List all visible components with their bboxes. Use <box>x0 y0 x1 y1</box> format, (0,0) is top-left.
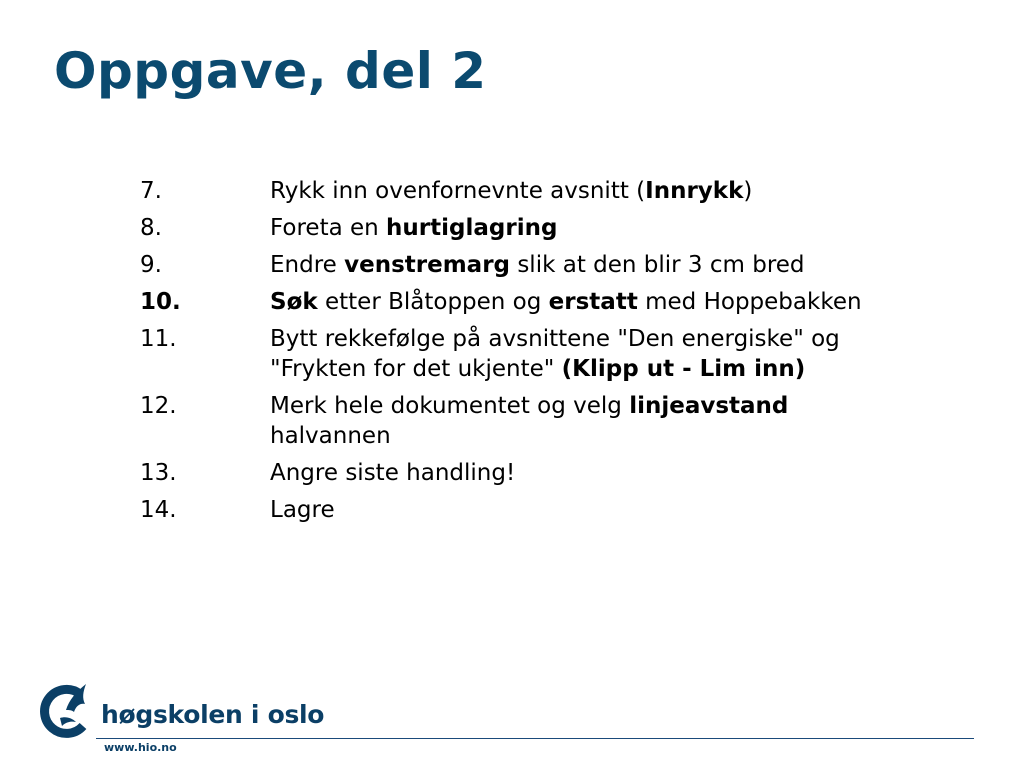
task-text-segment: Lagre <box>270 497 335 523</box>
task-text <box>270 287 890 317</box>
task-number: 13. <box>140 460 177 486</box>
footer-divider <box>96 738 974 739</box>
task-keyword: linjeavstand <box>629 393 789 419</box>
task-text-segment: halvannen <box>270 423 391 449</box>
task-text-segment: etter Blåtoppen og <box>317 289 549 315</box>
task-text-segment: Angre siste handling! <box>270 460 516 486</box>
task-item <box>140 213 960 243</box>
task-text-segment: Merk hele dokumentet og velg <box>270 393 630 419</box>
task-text <box>270 324 890 384</box>
task-number: 10. <box>140 289 181 315</box>
task-keyword: erstatt <box>548 289 638 315</box>
task-item <box>140 287 960 317</box>
task-item <box>140 458 960 488</box>
task-keyword: venstremarg <box>344 252 511 278</box>
task-list <box>140 176 960 532</box>
slide-title: Oppgave, del 2 <box>54 42 487 100</box>
task-keyword: (Klipp ut - Lim inn) <box>561 356 806 382</box>
task-number: 12. <box>140 393 177 419</box>
task-text-segment: Rykk inn ovenfornevnte avsnitt ( <box>270 178 646 204</box>
task-keyword: Innrykk <box>645 178 744 204</box>
task-item <box>140 250 960 280</box>
task-text <box>270 458 890 488</box>
task-number: 11. <box>140 326 177 352</box>
task-number: 8. <box>140 215 162 241</box>
task-keyword: Søk <box>270 289 318 315</box>
task-text <box>270 495 890 525</box>
task-number: 9. <box>140 252 162 278</box>
task-text <box>270 176 890 206</box>
task-item <box>140 391 960 451</box>
task-text-segment: med Hoppebakken <box>637 289 862 315</box>
brand-name: høgskolen i oslo <box>101 700 325 729</box>
task-text-segment: Endre <box>270 252 345 278</box>
hio-logo-icon <box>36 676 96 752</box>
task-keyword: hurtiglagring <box>386 215 558 241</box>
task-number: 7. <box>140 178 162 204</box>
website-link[interactable]: www.hio.no <box>104 741 177 754</box>
task-item <box>140 324 960 384</box>
task-text <box>270 250 890 280</box>
task-text-segment: ) <box>743 178 753 204</box>
task-item <box>140 176 960 206</box>
task-text-segment: Foreta en <box>270 215 387 241</box>
task-text-segment: Bytt rekkefølge på avsnittene "Den energiske" og "Frykten for det ukjente" <box>270 326 840 382</box>
task-item <box>140 495 960 525</box>
task-text <box>270 213 890 243</box>
task-text-segment: slik at den blir 3 cm bred <box>510 252 805 278</box>
task-number: 14. <box>140 497 177 523</box>
task-text <box>270 391 890 451</box>
